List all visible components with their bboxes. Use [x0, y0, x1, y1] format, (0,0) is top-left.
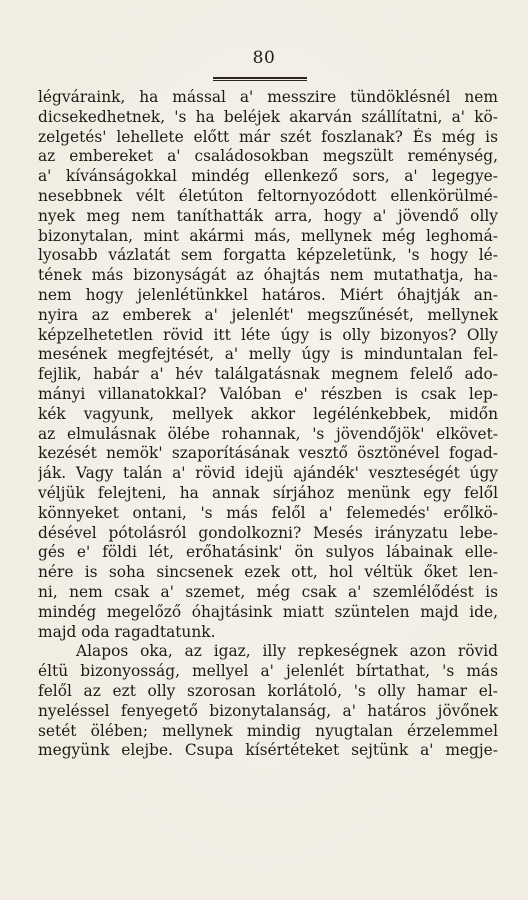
text-line: mányi villanatokkal? Valóban e' részben is csak lep- — [38, 384, 498, 403]
text-line: nyira az emberek a' jelenlét' megszűnését, mellynek — [38, 305, 498, 324]
text-line: ják. Vagy talán a' rövid idejü ajándék' veszteségét úgy — [38, 464, 498, 483]
text-line: désével pótolásról gondolkozni? Mesés irányzatu lebe- — [38, 523, 498, 542]
text-line: az embereket a' családosokban megszült reménység, — [38, 147, 498, 166]
text-line: kezését nemök' szaporításának vesztő ösztönével fogad- — [38, 444, 498, 463]
text-line: nyeléssel fenyegető bizonytalanság, a' határos jövőnek — [38, 701, 498, 720]
text-line: légváraink, ha mással a' messzire tündöklésnél nem — [38, 88, 498, 106]
text-line: felől az ezt olly szorosan korlátoló, 's olly hamar el- — [38, 681, 498, 700]
text-line: mindég megelőző óhajtásink miatt szüntelen majd ide, — [38, 602, 498, 621]
paragraph-2 — [38, 642, 498, 761]
text-line: gés e' földi lét, erőhatásink' ön sulyos lábainak elle- — [38, 543, 498, 562]
text-line: képzelhetetlen rövid itt léte úgy is olly bizonyos? Olly — [38, 325, 498, 344]
text-line: dicsekedhetnek, 's ha beléjek akarván szállítatni, a' kö- — [38, 107, 498, 126]
text-line: nem hogy jelenlétünkkel határos. Miért óhajtják an- — [38, 285, 498, 304]
text-line: lyosabb vázlatát sem forgatta képzeletünk, 's hogy lé- — [38, 246, 498, 265]
header-rule — [213, 77, 307, 81]
text-line: megyünk elejbe. Csupa kísértéteket sejtünk a' megje- — [38, 741, 498, 760]
text-line: kék vagyunk, mellyek akkor legélénkebbek, midőn — [38, 404, 498, 423]
text-line: Alapos oka, az igaz, illy repkeségnek azon rövid — [76, 642, 498, 661]
paragraph-1 — [38, 88, 498, 642]
text-line: a' kívánságokkal mindég ellenkező sors, a' legegye- — [38, 167, 498, 186]
text-line: tének más bizonyságát az óhajtás nem mutathatja, ha- — [38, 266, 498, 285]
text-line: nesebbnek vélt életúton feltornyozódott ellenkörülmé- — [38, 186, 498, 205]
text-line: ni, nem csak a' szemet, még csak a' szemlélődést is — [38, 582, 498, 601]
text-line: bizonytalan, mint akármi más, mellynek még leghomá- — [38, 226, 498, 245]
text-line: véljük felejteni, ha annak sírjához menünk egy felől — [38, 483, 498, 502]
text-line: éltü bizonyosság, mellyel a' jelenlét bírtathat, 's más — [38, 662, 498, 681]
body-text — [38, 88, 498, 761]
text-line: zelgetés' lehellete előtt már szét foszlanak? És még is — [38, 127, 498, 146]
text-line: az elmulásnak ölébe rohannak, 's jövendőjök' elkövet- — [38, 424, 498, 443]
text-line: majd oda ragadtatunk. — [38, 622, 216, 641]
page-number: 80 — [252, 48, 276, 68]
text-line: fejlik, habár a' hév találgatásnak megnem felelő ado- — [38, 365, 498, 384]
text-line: mesének megfejtését, a' melly úgy is minduntalan fel- — [38, 345, 498, 364]
text-line: nyek meg nem taníthatták arra, hogy a' jövendő olly — [38, 206, 498, 225]
text-line: nére is soha sincsenek ezek ott, hol véltük őket len- — [38, 563, 498, 582]
text-line: könnyeket ontani, 's más felől a' felemedés' erőlkö- — [38, 503, 498, 522]
text-line: setét ölében; mellynek mindig nyugtalan érzelemmel — [38, 721, 498, 740]
